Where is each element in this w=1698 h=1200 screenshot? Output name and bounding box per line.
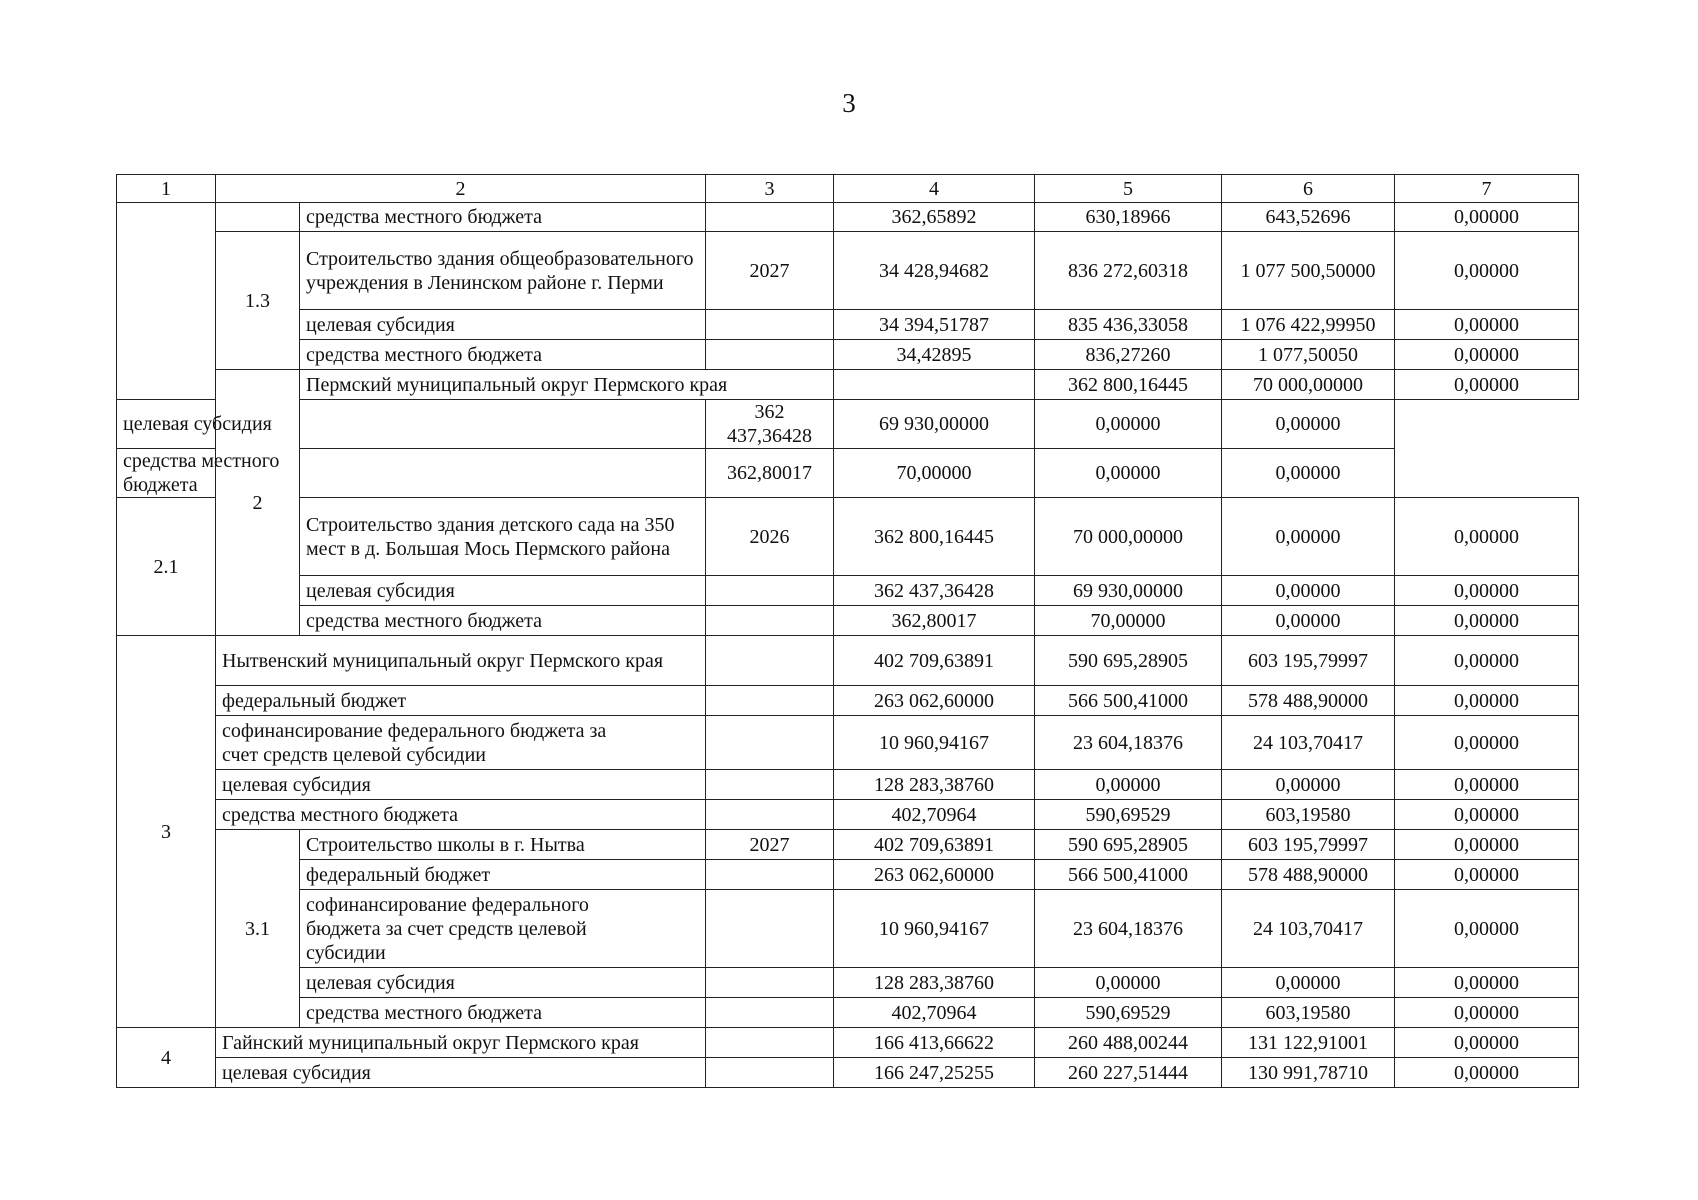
year-cell — [706, 636, 834, 686]
value-cell: 603 195,79997 — [1222, 830, 1395, 860]
value-cell: 603,19580 — [1222, 800, 1395, 830]
value-cell: 402 709,63891 — [834, 636, 1035, 686]
value-cell: 630,18966 — [1035, 203, 1222, 232]
value-cell: 34 428,94682 — [834, 232, 1035, 310]
table-row — [117, 203, 1579, 232]
value-cell: 0,00000 — [1395, 998, 1579, 1028]
value-cell: 578 488,90000 — [1222, 860, 1395, 890]
header-cell-5: 5 — [1035, 175, 1222, 203]
row-label: софинансирование федерального бюджета за счет средств целевой субсидии — [216, 716, 706, 770]
table-row — [117, 1058, 1579, 1088]
year-cell — [706, 716, 834, 770]
header-cell-2: 2 — [216, 175, 706, 203]
year-cell — [706, 770, 834, 800]
table-row — [117, 340, 1579, 370]
year-cell — [706, 310, 834, 340]
value-cell: 263 062,60000 — [834, 860, 1035, 890]
row-label: целевая субсидия — [300, 310, 706, 340]
table-row — [117, 449, 1579, 498]
project-name: Строительство здания общеобразовательного учреждения в Ленинском районе г. Перми — [300, 232, 706, 310]
value-cell: 566 500,41000 — [1035, 860, 1222, 890]
table-row — [117, 606, 1579, 636]
value-cell: 0,00000 — [1035, 449, 1222, 498]
value-cell: 70 000,00000 — [1222, 370, 1395, 400]
year-cell — [300, 400, 706, 449]
value-cell: 166 247,25255 — [834, 1058, 1035, 1088]
row-label: средства местного бюджета — [300, 606, 706, 636]
table-row — [117, 232, 1579, 310]
row-label: федеральный бюджет — [216, 686, 706, 716]
header-cell-6: 6 — [1222, 175, 1395, 203]
value-cell: 260 227,51444 — [1035, 1058, 1222, 1088]
table-row — [117, 370, 1579, 400]
project-name: Строительство школы в г. Нытва — [300, 830, 706, 860]
value-cell: 0,00000 — [1395, 606, 1579, 636]
value-cell: 0,00000 — [1395, 232, 1579, 310]
value-cell: 0,00000 — [1395, 1058, 1579, 1088]
value-cell: 0,00000 — [1395, 340, 1579, 370]
value-cell: 166 413,66622 — [834, 1028, 1035, 1058]
value-cell: 0,00000 — [1395, 968, 1579, 998]
value-cell: 10 960,94167 — [834, 890, 1035, 968]
project-name: Строительство здания детского сада на 350 мест в д. Большая Мось Пермского района — [300, 498, 706, 576]
value-cell: 128 283,38760 — [834, 770, 1035, 800]
table-row — [117, 576, 1579, 606]
value-cell: 34,42895 — [834, 340, 1035, 370]
value-cell: 0,00000 — [1222, 498, 1395, 576]
year-cell — [706, 576, 834, 606]
value-cell: 23 604,18376 — [1035, 890, 1222, 968]
year-cell — [706, 998, 834, 1028]
year-cell — [300, 449, 706, 498]
group-number-cell: 2 — [216, 370, 300, 636]
year-cell — [706, 890, 834, 968]
group-name: Нытвенский муниципальный округ Пермского края — [216, 636, 706, 686]
value-cell: 0,00000 — [1395, 890, 1579, 968]
value-cell: 128 283,38760 — [834, 968, 1035, 998]
year-cell — [706, 860, 834, 890]
row-label: средства местного бюджета — [300, 203, 706, 232]
value-cell: 0,00000 — [1222, 968, 1395, 998]
value-cell: 0,00000 — [1035, 770, 1222, 800]
group-name: Гайнский муниципальный округ Пермского края — [216, 1028, 706, 1058]
value-cell: 260 488,00244 — [1035, 1028, 1222, 1058]
row-label: целевая субсидия — [117, 400, 300, 449]
value-cell: 835 436,33058 — [1035, 310, 1222, 340]
value-cell: 0,00000 — [1222, 449, 1395, 498]
value-cell: 0,00000 — [1035, 400, 1222, 449]
budget-table — [116, 174, 1579, 1088]
table-row — [117, 1028, 1579, 1058]
table-row — [117, 770, 1579, 800]
value-cell: 0,00000 — [1395, 716, 1579, 770]
value-cell: 70 000,00000 — [1035, 498, 1222, 576]
value-cell: 0,00000 — [1395, 860, 1579, 890]
value-cell: 0,00000 — [1222, 576, 1395, 606]
value-cell: 34 394,51787 — [834, 310, 1035, 340]
value-cell: 566 500,41000 — [1035, 686, 1222, 716]
row-label: целевая субсидия — [216, 770, 706, 800]
table-row — [117, 890, 1579, 968]
value-cell: 0,00000 — [1395, 1028, 1579, 1058]
value-cell: 131 122,91001 — [1222, 1028, 1395, 1058]
table-row — [117, 310, 1579, 340]
table-row — [117, 498, 1579, 576]
year-cell — [706, 1028, 834, 1058]
value-cell: 603 195,79997 — [1222, 636, 1395, 686]
value-cell: 0,00000 — [1222, 770, 1395, 800]
project-number-cell — [216, 203, 300, 232]
project-number-cell: 2.1 — [117, 498, 216, 636]
header-cell-7: 7 — [1395, 175, 1579, 203]
year-cell — [706, 606, 834, 636]
value-cell: 0,00000 — [1395, 576, 1579, 606]
value-cell: 0,00000 — [1395, 203, 1579, 232]
value-cell: 0,00000 — [1222, 400, 1395, 449]
year-cell — [706, 800, 834, 830]
group-name: Пермский муниципальный округ Пермского края — [300, 370, 834, 400]
value-cell: 0,00000 — [1395, 800, 1579, 830]
value-cell: 1 076 422,99950 — [1222, 310, 1395, 340]
value-cell: 0,00000 — [1395, 770, 1579, 800]
value-cell: 0,00000 — [1222, 606, 1395, 636]
value-cell: 643,52696 — [1222, 203, 1395, 232]
value-cell: 402,70964 — [834, 998, 1035, 1028]
year-cell: 2027 — [706, 830, 834, 860]
value-cell: 836,27260 — [1035, 340, 1222, 370]
value-cell: 362 437,36428 — [834, 576, 1035, 606]
row-label: целевая субсидия — [216, 1058, 706, 1088]
table-row — [117, 860, 1579, 890]
row-label: средства местного бюджета — [300, 340, 706, 370]
value-cell: 0,00000 — [1035, 968, 1222, 998]
value-cell: 24 103,70417 — [1222, 716, 1395, 770]
value-cell: 70,00000 — [1035, 606, 1222, 636]
year-cell — [834, 370, 1035, 400]
header-cell-4: 4 — [834, 175, 1035, 203]
value-cell: 590,69529 — [1035, 998, 1222, 1028]
year-cell — [706, 686, 834, 716]
value-cell: 1 077,50050 — [1222, 340, 1395, 370]
value-cell: 69 930,00000 — [834, 400, 1035, 449]
value-cell: 0,00000 — [1395, 370, 1579, 400]
table-row — [117, 636, 1579, 686]
value-cell: 263 062,60000 — [834, 686, 1035, 716]
table-row — [117, 400, 1579, 449]
year-cell — [706, 968, 834, 998]
row-label: софинансирование федерального бюджета за счет средств целевой субсидии — [300, 890, 706, 968]
page-number: 3 — [842, 88, 856, 118]
table-row — [117, 686, 1579, 716]
value-cell: 70,00000 — [834, 449, 1035, 498]
value-cell: 578 488,90000 — [1222, 686, 1395, 716]
row-label: целевая субсидия — [300, 968, 706, 998]
value-cell: 362,65892 — [834, 203, 1035, 232]
header-cell-3: 3 — [706, 175, 834, 203]
value-cell: 362 437,36428 — [706, 400, 834, 449]
table-row — [117, 968, 1579, 998]
value-cell: 0,00000 — [1395, 310, 1579, 340]
value-cell: 0,00000 — [1395, 636, 1579, 686]
value-cell: 362,80017 — [834, 606, 1035, 636]
header-cell-1: 1 — [117, 175, 216, 203]
year-cell — [706, 203, 834, 232]
row-label: средства местного бюджета — [216, 800, 706, 830]
value-cell: 836 272,60318 — [1035, 232, 1222, 310]
value-cell: 590 695,28905 — [1035, 636, 1222, 686]
year-cell — [706, 340, 834, 370]
table-row — [117, 830, 1579, 860]
table-header-row — [117, 175, 1579, 203]
value-cell: 402,70964 — [834, 800, 1035, 830]
table-row — [117, 800, 1579, 830]
group-number-cell: 4 — [117, 1028, 216, 1088]
value-cell: 23 604,18376 — [1035, 716, 1222, 770]
row-label: средства местного бюджета — [117, 449, 300, 498]
row-label: федеральный бюджет — [300, 860, 706, 890]
value-cell: 0,00000 — [1395, 686, 1579, 716]
value-cell: 0,00000 — [1395, 830, 1579, 860]
value-cell: 1 077 500,50000 — [1222, 232, 1395, 310]
value-cell: 603,19580 — [1222, 998, 1395, 1028]
value-cell: 590,69529 — [1035, 800, 1222, 830]
value-cell: 362 800,16445 — [834, 498, 1035, 576]
project-number-cell: 1.3 — [216, 232, 300, 370]
group-number-cell: 3 — [117, 636, 216, 1028]
year-cell: 2026 — [706, 498, 834, 576]
value-cell: 69 930,00000 — [1035, 576, 1222, 606]
year-cell — [706, 1058, 834, 1088]
value-cell: 0,00000 — [1395, 498, 1579, 576]
row-label: средства местного бюджета — [300, 998, 706, 1028]
row-label: целевая субсидия — [300, 576, 706, 606]
value-cell: 130 991,78710 — [1222, 1058, 1395, 1088]
project-number-cell: 3.1 — [216, 830, 300, 1028]
value-cell: 362 800,16445 — [1035, 370, 1222, 400]
value-cell: 24 103,70417 — [1222, 890, 1395, 968]
table-row — [117, 716, 1579, 770]
group-number-cell — [117, 203, 216, 400]
table-row — [117, 998, 1579, 1028]
value-cell: 10 960,94167 — [834, 716, 1035, 770]
value-cell: 402 709,63891 — [834, 830, 1035, 860]
year-cell: 2027 — [706, 232, 834, 310]
value-cell: 590 695,28905 — [1035, 830, 1222, 860]
value-cell: 362,80017 — [706, 449, 834, 498]
